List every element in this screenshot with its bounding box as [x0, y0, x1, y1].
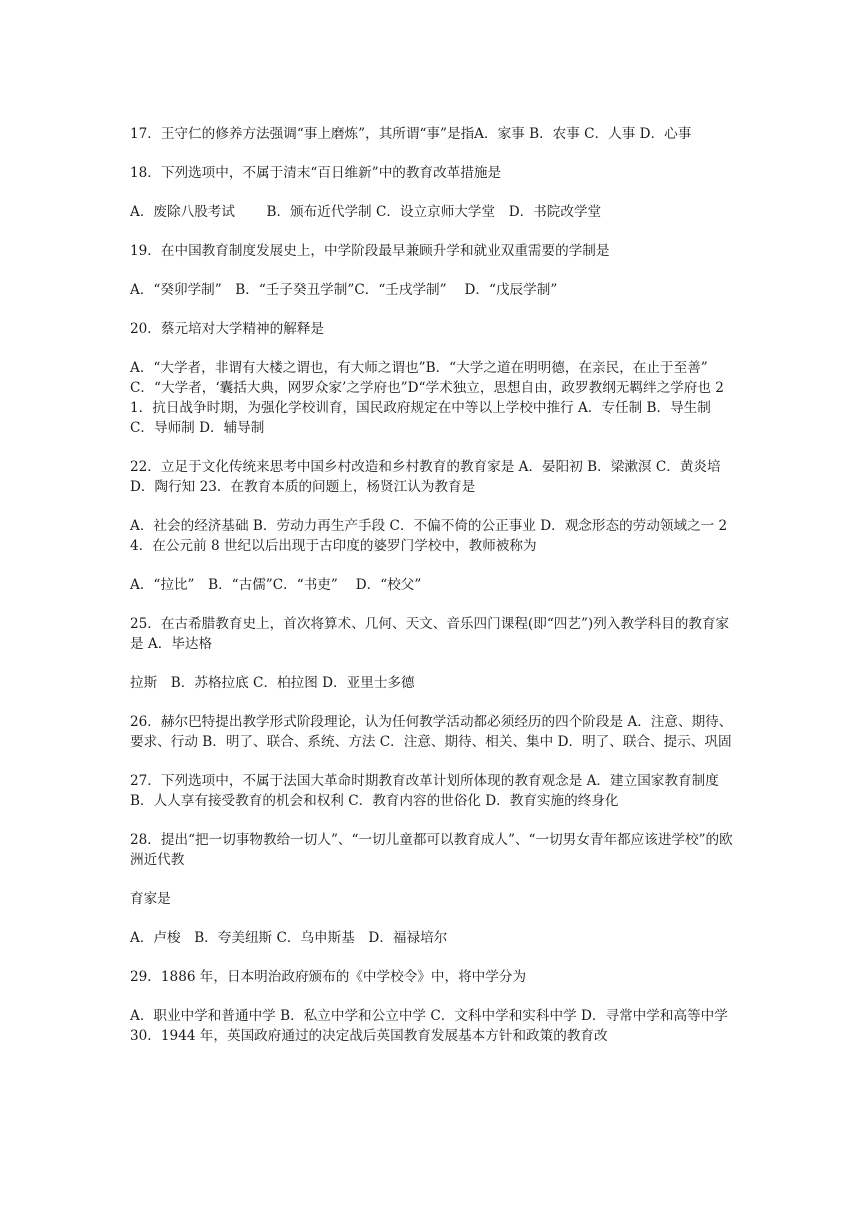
- question-18-stem: 18．下列选项中，不属于清末“百日维新”中的教育改革措施是: [130, 165, 502, 181]
- question-23-24-block: A．社会的经济基础 B．劳动力再生产手段 C．不偏不倚的公正事业 D．观念形态的劳动领域之一 24．在公元前 8 世纪以后出现于古印度的婆罗门学校中，教师被称为: [130, 518, 728, 554]
- question-22-23-block: 22．立足于文化传统来思考中国乡村改造和乡村教育的教育家是 A．晏阳初 B．梁漱溟 C．黄炎培 D．陶行知 23．在教育本质的问题上，杨贤江认为教育是: [130, 459, 721, 495]
- question-27: 27．下列选项中，不属于法国大革命时期教育改革计划所体现的教育观念是 A．建立国家教育制度 B．人人享有接受教育的机会和权利 C．教育内容的世俗化 D．教育实施的终身化: [130, 773, 719, 809]
- question-17: 17．王守仁的修养方法强调“事上磨炼”，其所谓“事”是指A．家事 B．农事 C．人事 D．心事: [130, 126, 692, 142]
- question-18-options: A．废除八股考试 B．颁布近代学制 C．设立京师大学堂 D．书院改学堂: [130, 204, 602, 220]
- question-25-stem: 25．在古希腊教育史上，首次将算术、几何、天文、音乐四门课程(即“四艺”)列入教学科目的教育家是 A．毕达格: [130, 616, 730, 652]
- question-19-options: A．“癸卯学制” B．“壬子癸丑学制”C．“壬戌学制” D．“戊辰学制”: [130, 282, 558, 298]
- question-28-stem-cont: 育家是: [130, 891, 171, 907]
- question-28-options: A．卢梭 B．夸美纽斯 C．乌申斯基 D．福禄培尔: [130, 930, 448, 946]
- question-24-options: A．“拉比” B．“古儒”C．“书吏” D．“校父”: [130, 577, 422, 593]
- question-29-stem: 29．1886 年，日本明治政府颁布的《中学校令》中，将中学分为: [130, 969, 527, 985]
- question-20-21-block: A．“大学者，非谓有大楼之谓也，有大师之谓也”B．“大学之道在明明德，在亲民，在止于至善” C．“大学者，‘囊括大典，网罗众家’之学府也”D“学术独立，思想自由，政罗教纲无羁绊之学府也 21．抗日战争时期，为强化学校训育，国民政府规定在中等以上学校中推行 A．专任制 B．导生制 C．导师制 D．辅导制: [130, 360, 724, 436]
- question-28-stem: 28．提出“把一切事物教给一切人”、“一切儿童都可以教育成人”、“一切男女青年都应该进学校”的欧洲近代教: [130, 832, 733, 868]
- question-29-30-block: A．职业中学和普通中学 B．私立中学和公立中学 C．文科中学和实科中学 D．寻常中学和高等中学 30．1944 年，英国政府通过的决定战后英国教育发展基本方针和政策的教育改: [130, 1008, 728, 1044]
- question-25-options: 拉斯 B．苏格拉底 C．柏拉图 D．亚里士多德: [130, 675, 415, 691]
- question-19-stem: 19．在中国教育制度发展史上，中学阶段最早兼顾升学和就业双重需要的学制是: [130, 243, 610, 259]
- question-26: 26．赫尔巴特提出教学形式阶段理论，认为任何教学活动都必须经历的四个阶段是 A．注意、期待、要求、行动 B．明了、联合、系统、方法 C．注意、期待、相关、集中 D．明了、联合、提示、巩固: [130, 714, 733, 750]
- document-page: [130, 124, 736, 1065]
- question-20-stem: 20．蔡元培对大学精神的解释是: [130, 321, 325, 337]
